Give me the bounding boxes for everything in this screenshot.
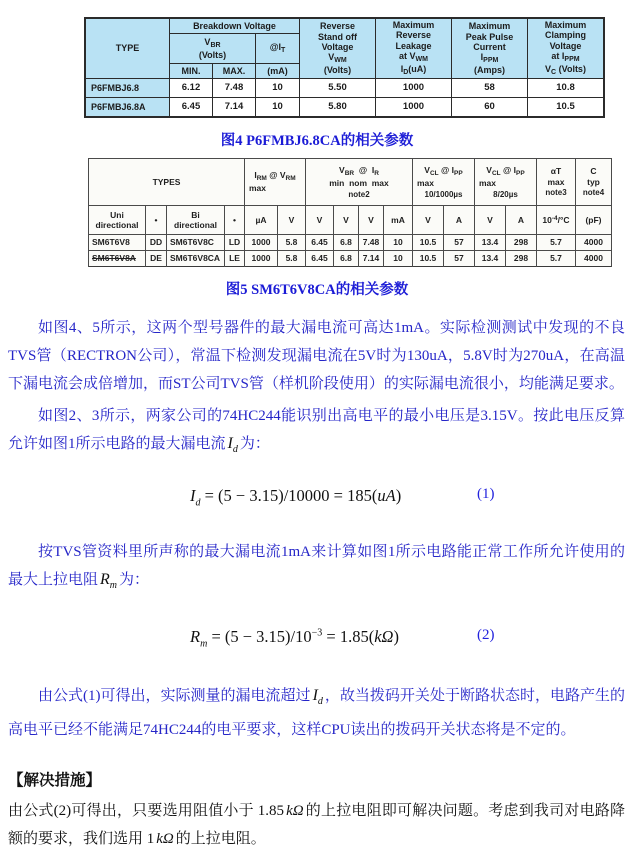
table-cell: DE — [146, 251, 167, 267]
paragraph-solution: 由公式(2)可得出，只要选用阻值小于 1.85 kΩ 的上拉电阻即可解决问题。考虑到我司对电路降额的要求，我们选用 1 kΩ 的上拉电阻。 — [8, 802, 625, 847]
col-capacitance: C typ note4 — [576, 159, 612, 206]
table-cell: 1000 — [376, 98, 452, 118]
table-cell: 13.4 — [475, 235, 506, 251]
p6fmbj-parameter-table — [84, 17, 634, 118]
col-ma: (mA) — [256, 64, 300, 79]
table-cell: 1000 — [245, 251, 278, 267]
table-cell: 1000 — [245, 235, 278, 251]
col-peak-pulse-current: Maximum Peak Pulse Current $I_{PPM}$ (Amps) — [452, 18, 528, 79]
equation-number-1: (1) — [477, 486, 495, 503]
table-cell: 7.48 — [359, 235, 384, 251]
table-cell: 5.8 — [278, 251, 306, 267]
document-page — [0, 17, 634, 847]
table-cell: 10.5 — [413, 235, 444, 251]
table-cell: 5.7 — [537, 235, 576, 251]
table-cell: 60 — [452, 98, 528, 118]
table-cell: LE — [225, 251, 245, 267]
table-cell: 58 — [452, 79, 528, 98]
table-cell: 298 — [506, 235, 537, 251]
figure5-caption: 图5 SM6T6V8CA的相关参数 — [225, 282, 409, 299]
formula-2: $R_m = (5 - 3.15)/10^{-3} = 1.85(k\Omega)$ (2) — [190, 626, 495, 649]
inline-math-id: $I_d$ — [312, 686, 323, 707]
table-cell: 10 — [384, 235, 413, 251]
unit-cell: V — [334, 206, 359, 235]
table-cell: 4000 — [576, 251, 612, 267]
formula-1: $I_d = (5 - 3.15)/10000 = 185(uA)$ (1) — [190, 486, 495, 509]
table-cell: 7.48 — [213, 79, 256, 98]
table-cell: 10 — [256, 79, 300, 98]
sm6t-parameter-table — [88, 158, 634, 267]
col-marking-dot: • — [146, 206, 167, 235]
table-row — [89, 235, 612, 251]
col-unidirectional: Uni directional — [89, 206, 146, 235]
unit-cell: V — [306, 206, 334, 235]
table-cell: 7.14 — [359, 251, 384, 267]
paragraph-threshold-analysis: 如图2、3所示，两家公司的74HC244能识别出高电平的最小电压是3.15V。按此电压反算允许如图1所示电路的最大漏电流 $I_d$ 为： — [8, 408, 625, 456]
col-max: MAX. — [213, 64, 256, 79]
part-number-cell: P6FMBJ6.8 — [85, 79, 170, 98]
part-number-cell: SM6T6V8C — [167, 235, 225, 251]
table-cell: 6.45 — [306, 235, 334, 251]
col-irm-vrm: $I_{RM}$ @ $V_{RM}$ max — [245, 159, 306, 206]
col-type: TYPE — [85, 18, 170, 79]
table-cell: 10 — [384, 251, 413, 267]
col-vbr: $V_{BR}$ (Volts) — [170, 34, 256, 64]
unit-cell: V — [278, 206, 306, 235]
inline-math-id: $I_d$ — [227, 435, 238, 456]
part-number-cell: SM6T6V8CA — [167, 251, 225, 267]
table-cell: 13.4 — [475, 251, 506, 267]
table-cell: 57 — [444, 251, 475, 267]
table-cell: 5.50 — [300, 79, 376, 98]
col-reverse-leakage: Maximum Reverse Leakage at $V_{WM}$ $I_D(uA)$ — [376, 18, 452, 79]
table-cell: DD — [146, 235, 167, 251]
unit-cell: V — [475, 206, 506, 235]
figure4-caption: 图4 P6FMBJ6.8CA的相关参数 — [220, 133, 414, 150]
table-cell: 1000 — [376, 79, 452, 98]
paragraph-leakage-analysis: 如图4、5所示，这两个型号器件的最大漏电流可高达1mA。实际检测测试中发现的不良TVS管（RECTRON公司），常温下检测发现漏电流在5V时为130uA，5.8V时为270uA，在高温下漏电流会成倍增加，而ST公司TVS管（样机阶段使用）的实际漏电流很小，均能满足要求。 — [8, 320, 625, 393]
table-cell: 10 — [256, 98, 300, 118]
table-row — [85, 79, 604, 98]
unit-cell: (pF) — [576, 206, 612, 235]
inline-unit-kohm: kΩ — [286, 802, 304, 819]
col-vbr-ir: $V_{BR}$ @ $I_R$ min nom max note2 — [306, 159, 413, 206]
table-row — [89, 251, 612, 267]
unit-cell: A — [506, 206, 537, 235]
unit-cell: A — [444, 206, 475, 235]
col-types: TYPES — [89, 159, 245, 206]
col-vcl-ipp-short: $V_{CL}$ @ $I_{PP}$ max 8/20µs — [475, 159, 537, 206]
table-cell: 6.45 — [306, 251, 334, 267]
unit-cell: V — [413, 206, 444, 235]
unit-cell: V — [359, 206, 384, 235]
table-cell: 6.8 — [334, 235, 359, 251]
table-cell: LD — [225, 235, 245, 251]
col-vcl-ipp-long: $V_{CL}$ @ $I_{PP}$ max 10/1000µs — [413, 159, 475, 206]
col-alpha-t: αT max note3 — [537, 159, 576, 206]
table-cell: 7.14 — [213, 98, 256, 118]
table-cell: 5.7 — [537, 251, 576, 267]
paragraph-pullup-calculation: 按TVS管资料里所声称的最大漏电流1mA来计算如图1所示电路能正常工作所允许使用的最大上拉电阻 $R_m$ 为： — [8, 544, 625, 592]
table-cell: 10.5 — [413, 251, 444, 267]
equation-number-2: (2) — [477, 626, 495, 643]
table-cell: 5.80 — [300, 98, 376, 118]
table-row — [85, 98, 604, 118]
part-number-cell: P6FMBJ6.8A — [85, 98, 170, 118]
table-cell: 6.12 — [170, 79, 213, 98]
col-at-it: $@I_T$ — [256, 34, 300, 64]
table-cell: 10.5 — [528, 98, 605, 118]
table-cell: 298 — [506, 251, 537, 267]
col-min: MIN. — [170, 64, 213, 79]
col-breakdown-voltage: Breakdown Voltage — [170, 18, 300, 34]
unit-cell-temp: $10^{-4}/^\circ C$ — [537, 206, 576, 235]
table-cell: 57 — [444, 235, 475, 251]
part-number-cell: SM6T6V8 — [89, 235, 146, 251]
paragraph-conclusion: 由公式(1)可得出，实际测量的漏电流超过 $I_d$ ，故当拨码开关处于断路状态时，电路产生的高电平已经不能满足74HC244的电平要求，这样CPU读出的拨码开关状态将是不定的。 — [8, 686, 625, 738]
table-cell: 10.8 — [528, 79, 605, 98]
unit-cell: mA — [384, 206, 413, 235]
inline-math-rm: $R_m$ — [100, 571, 118, 592]
col-marking-dot: • — [225, 206, 245, 235]
section-title-solution: 【解决措施】 — [8, 771, 102, 789]
col-bidirectional: Bi directional — [167, 206, 225, 235]
table-cell: 6.45 — [170, 98, 213, 118]
table-cell: 5.8 — [278, 235, 306, 251]
table-cell: 6.8 — [334, 251, 359, 267]
part-number-cell: SM6T6V8A — [89, 251, 146, 267]
col-standoff-voltage: Reverse Stand off Voltage $V_{WM}$ (Volts) — [300, 18, 376, 79]
col-clamping-voltage: Maximum Clamping Voltage at $I_{PPM}$ $V_C$ (Volts) — [528, 18, 605, 79]
inline-unit-kohm: kΩ — [156, 830, 174, 847]
table-cell: 4000 — [576, 235, 612, 251]
unit-cell: µA — [245, 206, 278, 235]
